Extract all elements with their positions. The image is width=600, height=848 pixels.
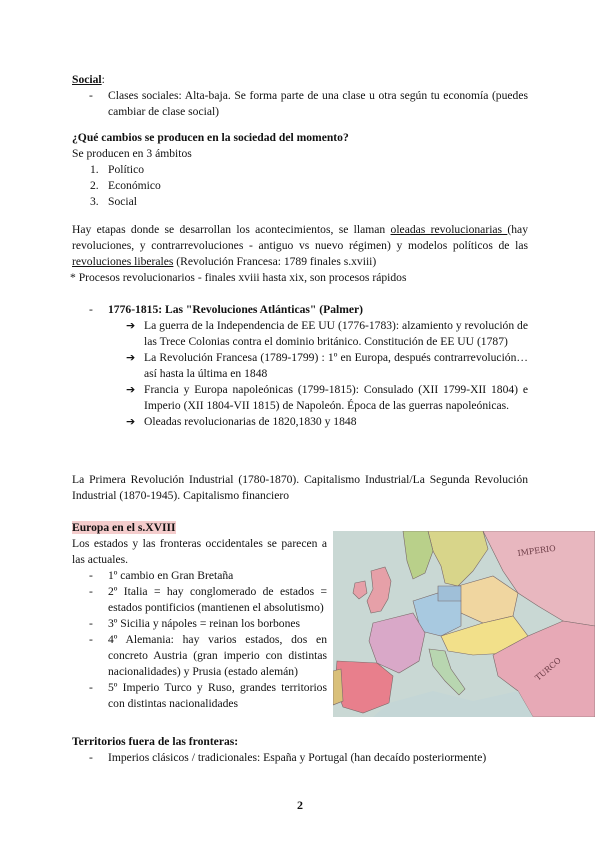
europa-section — [72, 520, 327, 712]
europa-item — [72, 584, 327, 616]
territorios-heading: Territorios fuera de las fronteras: — [72, 735, 239, 748]
europa-item-text: 1º cambio en Gran Bretaña — [108, 569, 234, 582]
list-number: 1. — [90, 163, 99, 176]
atlanticas-heading-item — [72, 302, 528, 318]
atlanticas-section — [72, 302, 528, 430]
dash-bullet: - — [89, 681, 93, 694]
cambios-section — [72, 130, 528, 210]
cambios-list — [72, 162, 528, 210]
industrial-section — [72, 472, 528, 504]
social-heading: Social — [72, 73, 102, 86]
arrow-item — [72, 382, 528, 414]
europa-item-text: 5º Imperio Turco y Ruso, grandes territorios con distintas nacionalidades — [108, 681, 327, 710]
list-item-label: Económico — [108, 179, 161, 192]
industrial-paragraph: La Primera Revolución Industrial (1780-1870). Capitalismo Industrial/La Segunda Revolución Industrial (1870-1945). Capitalismo financiero — [72, 473, 528, 502]
europa-item — [72, 632, 327, 680]
list-number: 3. — [90, 195, 99, 208]
map-label-turco: TURCO — [533, 655, 563, 683]
oleadas-link-term: oleadas revolucionarias — [390, 223, 508, 236]
atlanticas-heading: 1776-1815: Las "Revoluciones Atlánticas" (Palmer) — [108, 303, 364, 316]
page-number: 2 — [297, 798, 303, 812]
europa-intro: Los estados y las fronteras occidentales se parecen a las actuales. — [72, 537, 327, 566]
arrow-item-text: La Revolución Francesa (1789-1799) : 1º en Europa, después contrarrevolución… así hasta la última en 1848 — [144, 351, 528, 380]
list-item — [72, 178, 528, 194]
list-item — [72, 194, 528, 210]
arrow-icon: ➔ — [126, 383, 136, 396]
revoluciones-liberales-term: revoluciones liberales — [72, 255, 174, 268]
arrow-item — [72, 414, 528, 430]
list-number: 2. — [90, 179, 99, 192]
arrow-icon: ➔ — [126, 415, 136, 428]
europa-item-text: 3º Sicilia y nápoles = reinan los borbones — [108, 617, 301, 630]
territorios-item — [72, 750, 528, 766]
europa-item — [72, 616, 327, 632]
arrow-item — [72, 350, 528, 382]
map-illustration — [333, 531, 595, 717]
list-item-label: Político — [108, 163, 145, 176]
europa-heading: Europa en el s.XVIII — [72, 521, 176, 534]
arrow-icon: ➔ — [126, 351, 136, 364]
europa-item — [72, 568, 327, 584]
dash-bullet: - — [89, 89, 93, 102]
arrow-item — [72, 318, 528, 350]
europe-map-image — [333, 531, 595, 717]
arrow-item-text: La guerra de la Independencia de EE UU (1776-1783): alzamiento y revolución de las Trece Colonias contra el dominio británico. Constitución de EE UU (1787) — [144, 319, 528, 348]
list-item-label: Social — [108, 195, 137, 208]
dash-bullet: - — [89, 617, 93, 630]
dash-bullet: - — [89, 751, 93, 764]
oleadas-text-3: (Revolución Francesa: 1789 finales s.xviii) — [173, 255, 377, 268]
map-label-imperio: IMPERIO — [517, 543, 557, 558]
cambios-question: ¿Qué cambios se producen en la sociedad del momento? — [72, 131, 349, 144]
europa-heading-line — [72, 520, 327, 536]
dash-bullet: - — [89, 303, 93, 316]
territorios-item-text: Imperios clásicos / tradicionales: España y Portugal (han decaído posteriormente) — [108, 751, 487, 764]
arrow-item-text: Oleadas revolucionarias de 1820,1830 y 1848 — [144, 415, 357, 428]
oleadas-text-1: Hay etapas donde se desarrollan los acontecimientos, se llaman — [72, 223, 391, 236]
oleadas-note: * Procesos revolucionarios - finales xviii hasta xix, son procesos rápidos — [70, 271, 407, 284]
social-colon: : — [101, 73, 105, 86]
social-heading-line — [72, 72, 528, 88]
dash-bullet: - — [89, 585, 93, 598]
social-item-text: Clases sociales: Alta-baja. Se forma parte de una clase u otra según tu economía (puedes cambiar de clase social) — [108, 89, 528, 118]
oleadas-paragraph — [72, 222, 528, 270]
oleadas-section — [72, 222, 528, 286]
cambios-intro: Se producen en 3 ámbitos — [72, 147, 192, 160]
arrow-item-text: Francia y Europa napoleónicas (1799-1815): Consulado (XII 1799-XII 1804) e Imperio (XII 1804-VII 1815) de Napoleón. Época de las guerras napoleónicas. — [144, 383, 528, 412]
europa-item-text: 4º Alemania: hay varios estados, dos en concreto Austria (gran imperio con distintas nacionalidades) y Prusia (estado alemán) — [108, 633, 327, 678]
arrow-icon: ➔ — [126, 319, 136, 332]
territorios-section — [72, 734, 528, 766]
europa-item — [72, 680, 327, 712]
dash-bullet: - — [89, 569, 93, 582]
social-section — [72, 72, 528, 120]
oleadas-text-2: (hay revoluciones, y contrarrevoluciones - antiguo vs nuevo régimen) y modelos políticos de las — [72, 223, 528, 252]
europa-item-text: 2º Italia = hay conglomerado de estados = estados pontificios (mantienen el absolutismo) — [108, 585, 327, 614]
list-item — [72, 162, 528, 178]
dash-bullet: - — [89, 633, 93, 646]
social-item — [72, 88, 528, 120]
